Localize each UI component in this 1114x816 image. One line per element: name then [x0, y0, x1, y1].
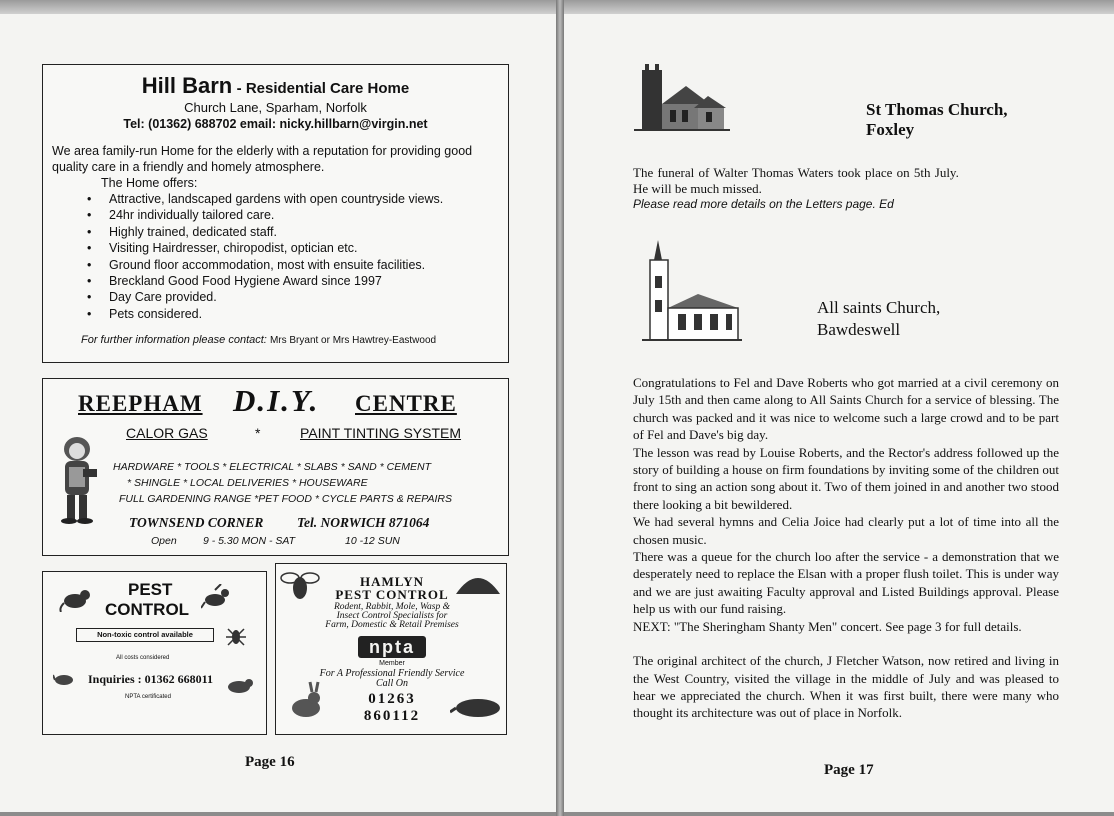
reepham-word: REEPHAM [78, 391, 203, 416]
rat-icon [59, 586, 93, 612]
list-item: • Highly trained, dedicated staff. [109, 224, 508, 240]
reepham-diy-ad [42, 378, 509, 556]
hamlyn-title: HAMLYN [359, 574, 425, 589]
star-separator: * [255, 425, 261, 441]
all-saints-heading-2: Bawdeswell [817, 320, 901, 339]
products-line-1: HARDWARE * TOOLS * ELECTRICAL * SLABS * SAND * CEMENT [113, 461, 432, 473]
diy-word: D.I.Y. [233, 383, 320, 418]
townsend-corner: TOWNSEND CORNER [129, 515, 264, 530]
pest-control-ad [42, 571, 267, 735]
open-label: Open [151, 535, 177, 547]
st-thomas-note: Please read more details on the Letters page. Ed [633, 197, 894, 211]
hamlyn-member: Member [379, 660, 405, 667]
all-saints-para: Congratulations to Fel and Dave Roberts who got married at a civil ceremony on July 15th and then came along to All Saints Church for a service of blessing. The church was packed and it was nice to welcome such a large crowd and to be part of Fel and Dave's big day. [633, 375, 1059, 443]
bird-icon [201, 584, 235, 612]
all-saints-para: NEXT: "The Sheringham Shanty Men" concert. See page 3 for full details. [633, 618, 1022, 634]
hamlyn-phone-2: 860112 [363, 708, 421, 724]
hill-barn-footer [81, 334, 508, 346]
hill-barn-footer-names: Mrs Bryant or Mrs Hawtrey-Eastwood [269, 335, 437, 347]
non-toxic-label: Non-toxic control available [76, 628, 214, 642]
hamlyn-phone-1: 01263 [368, 691, 416, 707]
all-saints-para: We had several hymns and Celia Joice had clearly put a lot of time into all the chosen music. [633, 514, 1059, 547]
handyman-illustration [53, 431, 103, 525]
molehill-icon [454, 568, 502, 596]
list-item: • Attractive, landscaped gardens with open countryside views. [109, 191, 508, 207]
products-line-3: FULL GARDENING RANGE *PET FOOD * CYCLE PARTS & REPAIRS [119, 493, 452, 505]
products-line-2: * SHINGLE * LOCAL DELIVERIES * HOUSEWARE [127, 477, 368, 489]
rabbit-icon [225, 676, 255, 694]
hamlyn-desc-1: Rodent, Rabbit, Mole, Wasp & [333, 602, 450, 612]
hamlyn-pest-ad [275, 563, 507, 735]
page-17 [564, 14, 1114, 812]
page-16 [0, 14, 556, 812]
hamlyn-service-1: For A Professional Friendly Service [319, 668, 465, 679]
hill-barn-address: Church Lane, Sparham, Norfolk [184, 100, 367, 115]
list-item: • Ground floor accommodation, most with ensuite facilities. [109, 257, 508, 273]
all-saints-church-illustration [642, 240, 742, 344]
st-thomas-heading-1: St Thomas Church, [866, 100, 1008, 119]
book-spine [556, 0, 564, 816]
st-thomas-heading-2: Foxley [866, 120, 915, 139]
paint-tinting: PAINT TINTING SYSTEM [300, 425, 462, 441]
reepham-phone: Tel. NORWICH 871064 [297, 515, 430, 530]
costs-note: All costs considered [116, 655, 170, 661]
hill-barn-subtitle: - Residential Care Home [236, 80, 410, 97]
st-thomas-church-illustration [634, 64, 730, 134]
all-saints-para: There was a queue for the church loo after the service - a demonstration that we desperately need to replace the Elsan with a proper flush toilet. This is under way and we are just awaiting Faculty approval and Listed Buildings approval. Please help us with our fund raising. [633, 549, 1059, 617]
hill-barn-title: Hill Barn [141, 73, 233, 98]
st-thomas-para-1: The funeral of Walter Thomas Waters took place on 5th July. [633, 165, 959, 180]
all-saints-para: The original architect of the church, J Fletcher Watson, now retired and living in the West Country, visited the village in the middle of July and was pleased to hear we appreciated the church. When it was first built, there were many who thought its architecture was out of place in Norfolk. [633, 653, 1059, 721]
mole-icon [450, 694, 504, 720]
npta-certified: NPTA certificated [125, 694, 171, 700]
hamlyn-subtitle: PEST CONTROL [335, 587, 449, 602]
hill-barn-contact: Tel: (01362) 688702 email: nicky.hillbarn@virgin.net [123, 117, 428, 131]
st-thomas-para-2: He will be much missed. [633, 181, 762, 196]
hill-barn-offers-heading: The Home offers: [101, 176, 198, 190]
hill-barn-footer-label: For further information please contact: [81, 334, 267, 347]
page-number-16: Page 16 [245, 754, 295, 770]
hours-sunday: 10 -12 SUN [345, 535, 400, 547]
centre-word: CENTRE [355, 391, 457, 416]
calor-gas: CALOR GAS [126, 425, 208, 441]
all-saints-heading-1: All saints Church, [817, 298, 941, 317]
pest-title-1: PEST [128, 580, 173, 599]
hill-barn-offers-list [43, 191, 508, 322]
all-saints-body [633, 374, 1059, 722]
hill-barn-intro: We area family-run Home for the elderly with a reputation for providing good quality care in a friendly and homely atmosphere. [52, 144, 473, 174]
npta-logo [358, 636, 426, 658]
hours-weekdays: 9 - 5.30 MON - SAT [203, 535, 295, 547]
hamlyn-service-2: Call On [376, 678, 408, 689]
hamlyn-desc-2: Insect Control Specialists for [336, 611, 448, 621]
pest-inquiries: Inquiries : 01362 668011 [88, 672, 214, 686]
page-number-17: Page 17 [824, 762, 874, 778]
mole-icon [53, 672, 75, 686]
list-item: • Pets considered. [109, 306, 508, 322]
list-item: • Visiting Hairdresser, chiropodist, optician etc. [109, 240, 508, 256]
all-saints-para: The lesson was read by Louise Roberts, and the Rector's address followed up the story of building a house on firm foundations by inviting some of the children out front to sing an action song about it. Two of them joined in and another two stood there looking a bit bewildered. [633, 444, 1059, 512]
list-item: • Breckland Good Food Hygiene Award since 1997 [109, 273, 508, 289]
hamlyn-desc-3: Farm, Domestic & Retail Premises [325, 620, 459, 630]
list-item: • Day Care provided. [109, 289, 508, 305]
insect-icon [226, 625, 246, 647]
hill-barn-ad [42, 64, 509, 363]
npta-logo-text: npta [369, 637, 415, 657]
pest-title-2: CONTROL [105, 600, 190, 619]
list-item: • 24hr individually tailored care. [109, 207, 508, 223]
